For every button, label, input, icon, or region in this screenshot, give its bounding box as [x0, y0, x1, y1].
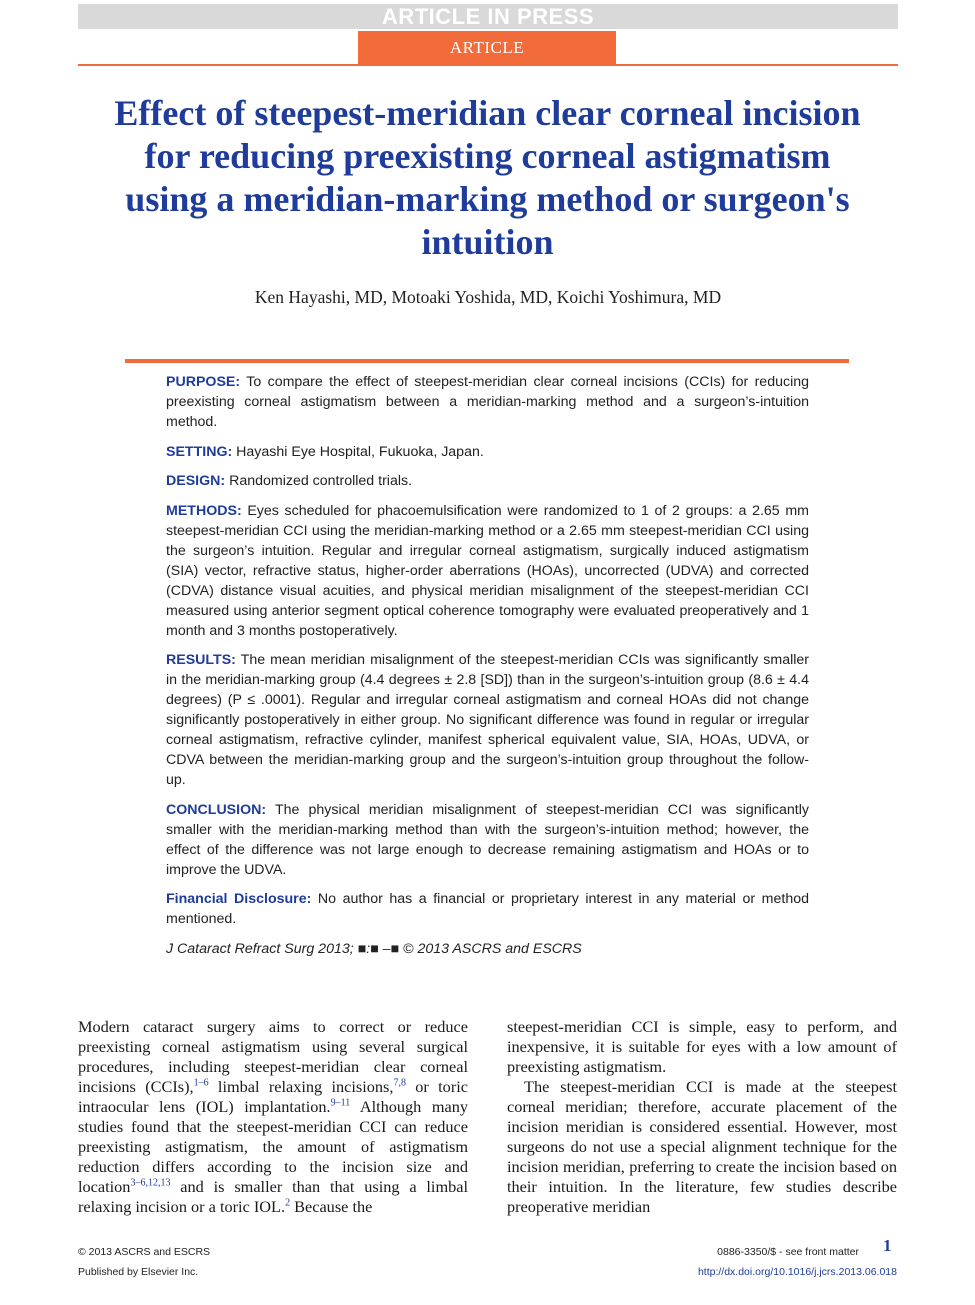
results-text: The mean meridian misalignment of the steepest-meridian CCIs was significantly smaller in the meridian-marking group (4.4 degrees ± 2.8 [SD]) than in the surgeon’s-intuition group (8.6 ± 4.4 degrees) (P ≤ .0001). Regular and irregular corneal astigmatism and corneal HOAs did not change significantly postoperatively in either group. No significant difference was found in regular or irregular corneal astigmatism, refractive cylinder, manifest spherical equivalent value, SIA, HOAs, UDVA, or CDVA between the meridian-marking group and the surgeon’s-intuition group throughout the follow-up.: [166, 652, 810, 788]
issn-line: 0886-3350/$ - see front matter: [717, 1246, 859, 1258]
intro-text: Modern cataract surgery aims to correct or reduce preexisting corneal astigmatism using several surgical procedures, including steepest-meridian clear corneal incisions (CCIs),: [78, 1017, 468, 1096]
copyright-line: © 2013 ASCRS and ESCRS: [78, 1246, 211, 1258]
intro-paragraph: [78, 1017, 468, 1217]
abstract-disclosure: [166, 889, 809, 929]
setting-text: Hayashi Eye Hospital, Fukuoka, Japan.: [236, 443, 484, 460]
design-label: DESIGN:: [166, 473, 226, 489]
abstract-setting: [166, 442, 809, 462]
header-rule: [78, 64, 898, 66]
disclosure-label: Financial Disclosure:: [166, 891, 312, 907]
methods-text: Eyes scheduled for phacoemulsification were randomized to 1 of 2 groups: a 2.65 mm steepest-meridian CCI using the meridian-marking method or a 2.65 mm steepest-meridian CCI using the surgeon’s intuition. Regular and irregular corneal astigmatism, surgically induced astigmatism (SIA) vector, refractive status, higher-order aberrations (HOAs), uncorrected (UDVA) and corrected (CDVA) distance visual acuities, and physical meridian misalignment of the steepest-meridian CCI measured using anterior segment optical coherence tomography were evaluated preoperatively and 1 month and 3 months postoperatively.: [166, 502, 809, 639]
intro-text: limbal relaxing incisions,: [208, 1077, 394, 1096]
abstract: [166, 372, 809, 969]
abstract-results: [166, 650, 809, 790]
abstract-conclusion: [166, 800, 809, 880]
conclusion-text: The physical meridian misalignment of steepest-meridian CCI was significantly smaller with the meridian-marking method than with the surgeon’s-intuition method; however, the effect of the difference was not large enough to decrease remaining astigmatism and HOAs or to improve the UDVA.: [166, 801, 809, 878]
article-in-press-banner: ARTICLE IN PRESS: [78, 4, 898, 29]
abstract-rule: [125, 359, 849, 363]
purpose-label: PURPOSE:: [166, 374, 241, 390]
intro-paragraph-2: The steepest-meridian CCI is made at the steepest corneal meridian; therefore, accurate placement of the incision meridian is considered essential. However, most surgeons do not use a special alignment technique for the incision meridian, preferring to create the incision based on their intuition. In the literature, few studies describe preoperative meridian: [507, 1077, 897, 1216]
abstract-methods: [166, 501, 809, 641]
purpose-text: To compare the effect of steepest-meridian clear corneal incisions (CCIs) for reducing preexisting corneal astigmatism between a meridian-marking method and a surgeon’s-intuition method.: [166, 374, 809, 430]
publisher-line: Published by Elsevier Inc.: [78, 1266, 199, 1278]
reference-link[interactable]: 3–6,12,13: [130, 1177, 171, 1189]
page-number: 1: [883, 1236, 892, 1255]
intro-text: Although many studies found that the steepest-meridian CCI can reduce preexisting astigmatism, the amount of astigmatism reduction differs according to the incision size and location: [78, 1097, 468, 1196]
intro-text: and is smaller than that using a limbal relaxing incision or a toric IOL.: [78, 1177, 468, 1216]
body-column-left: [78, 1017, 468, 1217]
intro-text: or toric intraocular lens (IOL) implantation.: [78, 1077, 468, 1116]
article-title: Effect of steepest-meridian clear corneal incision for reducing preexisting corneal astigmatism using a meridian-marking method or surgeon's intuition: [114, 93, 861, 262]
author-list: Ken Hayashi, MD, Motoaki Yoshida, MD, Koichi Yoshimura, MD: [254, 287, 722, 307]
setting-label: SETTING:: [166, 443, 233, 460]
methods-label: METHODS:: [166, 502, 242, 519]
intro-text: Because the: [290, 1197, 373, 1216]
abstract-design: [166, 471, 809, 491]
body-column-right: [507, 1017, 897, 1217]
footer-right: [698, 1242, 897, 1282]
conclusion-label: CONCLUSION:: [166, 801, 267, 818]
footer-left: [78, 1242, 210, 1282]
results-label: RESULTS:: [166, 652, 236, 668]
reference-link[interactable]: 7,8: [393, 1077, 406, 1089]
reference-link[interactable]: 9–11: [330, 1097, 351, 1109]
intro-paragraph-continued: steepest-meridian CCI is simple, easy to perform, and inexpensive, it is suitable for eyes with a low amount of preexisting astigmatism.: [507, 1017, 897, 1076]
doi-link[interactable]: http://dx.doi.org/10.1016/j.jcrs.2013.06.018: [697, 1266, 897, 1278]
disclosure-text: No author has a financial or proprietary interest in any material or method mentioned.: [166, 891, 809, 927]
article-type-tab: ARTICLE: [358, 31, 616, 65]
journal-citation: J Cataract Refract Surg 2013; ■:■ –■ © 2013 ASCRS and ESCRS: [166, 941, 582, 957]
reference-link[interactable]: 2: [285, 1197, 291, 1209]
reference-link[interactable]: 1–6: [193, 1077, 209, 1089]
abstract-purpose: [166, 372, 809, 432]
design-text: Randomized controlled trials.: [229, 473, 413, 489]
